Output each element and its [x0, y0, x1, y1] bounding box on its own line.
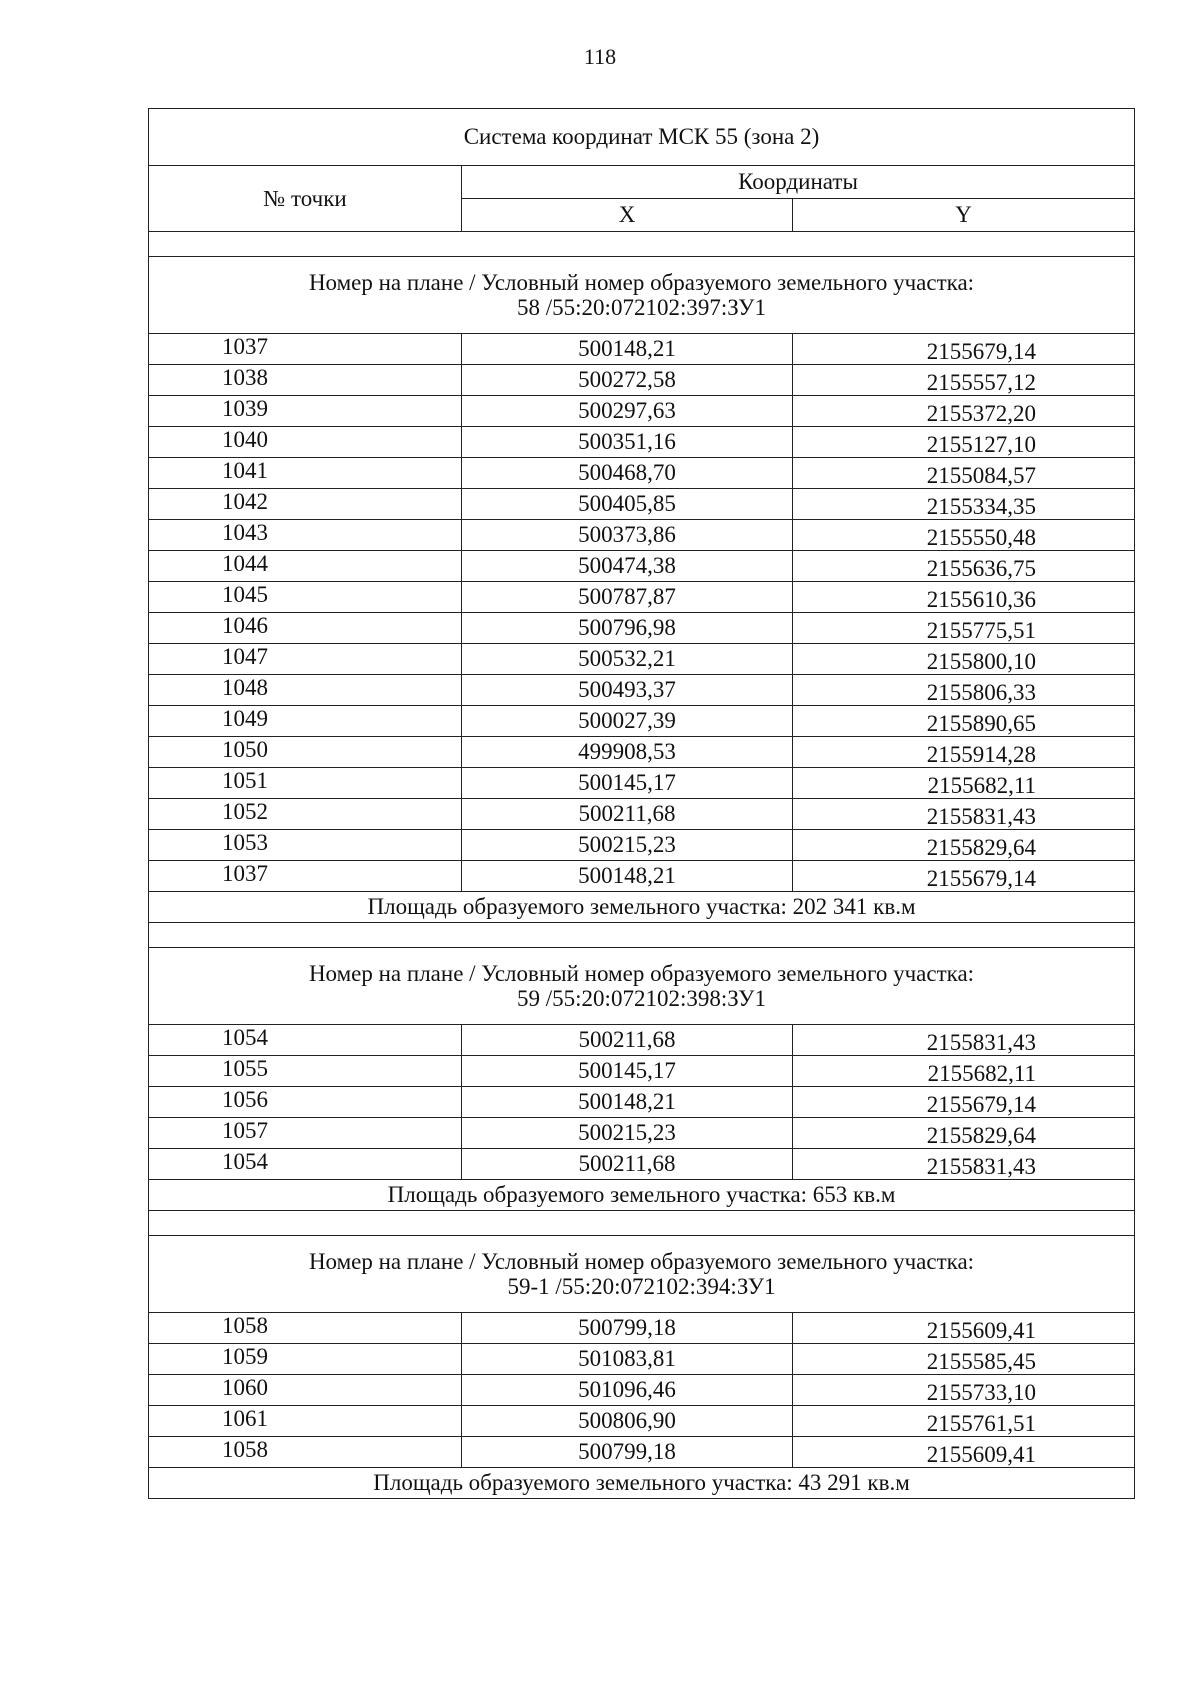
x-coordinate: 500211,68: [462, 1025, 793, 1056]
y-coordinate: 2155682,11: [793, 1056, 1135, 1087]
y-coordinate: 2155682,11: [793, 768, 1135, 799]
x-coordinate: 500799,18: [462, 1313, 793, 1344]
table-row: [149, 582, 1135, 613]
y-coordinate: 2155831,43: [793, 1149, 1135, 1180]
point-number: 1052: [149, 799, 462, 830]
point-number: 1053: [149, 830, 462, 861]
spacer-row: [149, 1211, 1135, 1236]
coordinates-table: [148, 108, 1135, 1499]
y-coordinate: 2155831,43: [793, 799, 1135, 830]
table-row: [149, 675, 1135, 706]
point-number: 1041: [149, 458, 462, 489]
point-number: 1058: [149, 1313, 462, 1344]
x-coordinate: 500145,17: [462, 768, 793, 799]
x-coordinate: 500493,37: [462, 675, 793, 706]
y-coordinate: 2155829,64: [793, 1118, 1135, 1149]
table-row: [149, 706, 1135, 737]
x-coordinate: 500796,98: [462, 613, 793, 644]
x-coordinate: 500148,21: [462, 861, 793, 892]
y-coordinate: 2155609,41: [793, 1313, 1135, 1344]
table-row: [149, 737, 1135, 768]
x-coordinate: 500027,39: [462, 706, 793, 737]
table-row: [149, 458, 1135, 489]
parcel-header: [149, 948, 1135, 1025]
x-coordinate: 500145,17: [462, 1056, 793, 1087]
table-row: [149, 520, 1135, 551]
point-number: 1045: [149, 582, 462, 613]
y-coordinate: 2155372,20: [793, 396, 1135, 427]
point-number: 1056: [149, 1087, 462, 1118]
parcel-number: 59 /55:20:072102:398:ЗУ1: [517, 986, 766, 1011]
point-number: 1038: [149, 365, 462, 396]
x-coordinate: 500297,63: [462, 396, 793, 427]
x-coordinate: 500468,70: [462, 458, 793, 489]
y-coordinate: 2155679,14: [793, 1087, 1135, 1118]
y-coordinate: 2155084,57: [793, 458, 1135, 489]
table-row: [149, 1087, 1135, 1118]
table-row: [149, 1056, 1135, 1087]
y-coordinate: 2155831,43: [793, 1025, 1135, 1056]
page-number: 118: [583, 44, 617, 69]
table-row: [149, 1149, 1135, 1180]
table-row: [149, 644, 1135, 675]
parcel-title: Номер на плане / Условный номер образуемого земельного участка:: [308, 960, 975, 986]
point-number: 1039: [149, 396, 462, 427]
table-row: [149, 830, 1135, 861]
table-row: [149, 334, 1135, 365]
point-number: 1054: [149, 1149, 462, 1180]
y-coordinate: 2155127,10: [793, 427, 1135, 458]
point-number: 1048: [149, 675, 462, 706]
y-column-header: Y: [793, 199, 1135, 232]
spacer-row: [149, 923, 1135, 948]
parcel-title: Номер на плане / Условный номер образуемого земельного участка:: [308, 269, 975, 295]
x-coordinate: 500215,23: [462, 1118, 793, 1149]
table-row: [149, 1375, 1135, 1406]
y-coordinate: 2155636,75: [793, 551, 1135, 582]
y-coordinate: 2155829,64: [793, 830, 1135, 861]
y-coordinate: 2155733,10: [793, 1375, 1135, 1406]
point-number: 1055: [149, 1056, 462, 1087]
y-coordinate: 2155609,41: [793, 1437, 1135, 1468]
table-row: [149, 1344, 1135, 1375]
parcel-area: Площадь образуемого земельного участка: 202 341 кв.м: [149, 892, 1135, 923]
point-number: 1040: [149, 427, 462, 458]
parcel-number: 59-1 /55:20:072102:394:ЗУ1: [507, 1274, 776, 1299]
point-number: 1061: [149, 1406, 462, 1437]
point-number: 1042: [149, 489, 462, 520]
point-number-header: № точки: [149, 166, 462, 232]
table-row: [149, 861, 1135, 892]
table-row: [149, 1313, 1135, 1344]
point-number: 1047: [149, 644, 462, 675]
table-row: [149, 1406, 1135, 1437]
x-coordinate: 500215,23: [462, 830, 793, 861]
coordinates-header: Координаты: [462, 166, 1135, 199]
y-coordinate: 2155610,36: [793, 582, 1135, 613]
x-coordinate: 500351,16: [462, 427, 793, 458]
parcel-area: Площадь образуемого земельного участка: 653 кв.м: [149, 1180, 1135, 1211]
y-coordinate: 2155557,12: [793, 365, 1135, 396]
y-coordinate: 2155800,10: [793, 644, 1135, 675]
x-coordinate: 500272,58: [462, 365, 793, 396]
point-number: 1049: [149, 706, 462, 737]
parcel-area: Площадь образуемого земельного участка: 43 291 кв.м: [149, 1468, 1135, 1499]
y-coordinate: 2155550,48: [793, 520, 1135, 551]
point-number: 1057: [149, 1118, 462, 1149]
y-coordinate: 2155775,51: [793, 613, 1135, 644]
x-coordinate: 500474,38: [462, 551, 793, 582]
point-number: 1050: [149, 737, 462, 768]
y-coordinate: 2155761,51: [793, 1406, 1135, 1437]
y-coordinate: 2155890,65: [793, 706, 1135, 737]
y-coordinate: 2155679,14: [793, 861, 1135, 892]
point-number: 1037: [149, 861, 462, 892]
x-coordinate: 501096,46: [462, 1375, 793, 1406]
table-row: [149, 613, 1135, 644]
x-coordinate: 501083,81: [462, 1344, 793, 1375]
y-coordinate: 2155806,33: [793, 675, 1135, 706]
parcel-header: [149, 257, 1135, 334]
x-coordinate: 500373,86: [462, 520, 793, 551]
point-number: 1051: [149, 768, 462, 799]
point-number: 1060: [149, 1375, 462, 1406]
y-coordinate: 2155334,35: [793, 489, 1135, 520]
x-coordinate: 500799,18: [462, 1437, 793, 1468]
point-number: 1058: [149, 1437, 462, 1468]
coordinate-system-header: Система координат МСК 55 (зона 2): [149, 109, 1135, 166]
x-coordinate: 500787,87: [462, 582, 793, 613]
x-coordinate: 500211,68: [462, 799, 793, 830]
table-row: [149, 799, 1135, 830]
point-number: 1043: [149, 520, 462, 551]
table-row: [149, 1025, 1135, 1056]
x-coordinate: 500148,21: [462, 1087, 793, 1118]
x-coordinate: 500532,21: [462, 644, 793, 675]
x-coordinate: 500806,90: [462, 1406, 793, 1437]
point-number: 1054: [149, 1025, 462, 1056]
y-coordinate: 2155585,45: [793, 1344, 1135, 1375]
table-row: [149, 427, 1135, 458]
x-coordinate: 500211,68: [462, 1149, 793, 1180]
point-number: 1046: [149, 613, 462, 644]
table-row: [149, 1437, 1135, 1468]
x-coordinate: 500405,85: [462, 489, 793, 520]
table-row: [149, 768, 1135, 799]
parcel-title: Номер на плане / Условный номер образуемого земельного участка:: [308, 1248, 975, 1274]
y-coordinate: 2155679,14: [793, 334, 1135, 365]
x-coordinate: 500148,21: [462, 334, 793, 365]
table-row: [149, 551, 1135, 582]
table-row: [149, 1118, 1135, 1149]
point-number: 1059: [149, 1344, 462, 1375]
point-number: 1044: [149, 551, 462, 582]
table-row: [149, 489, 1135, 520]
x-coordinate: 499908,53: [462, 737, 793, 768]
y-coordinate: 2155914,28: [793, 737, 1135, 768]
parcel-number: 58 /55:20:072102:397:ЗУ1: [517, 295, 766, 320]
x-column-header: X: [462, 199, 793, 232]
table-row: [149, 396, 1135, 427]
table-row: [149, 365, 1135, 396]
point-number: 1037: [149, 334, 462, 365]
parcel-header: [149, 1236, 1135, 1313]
spacer-row: [149, 232, 1135, 257]
